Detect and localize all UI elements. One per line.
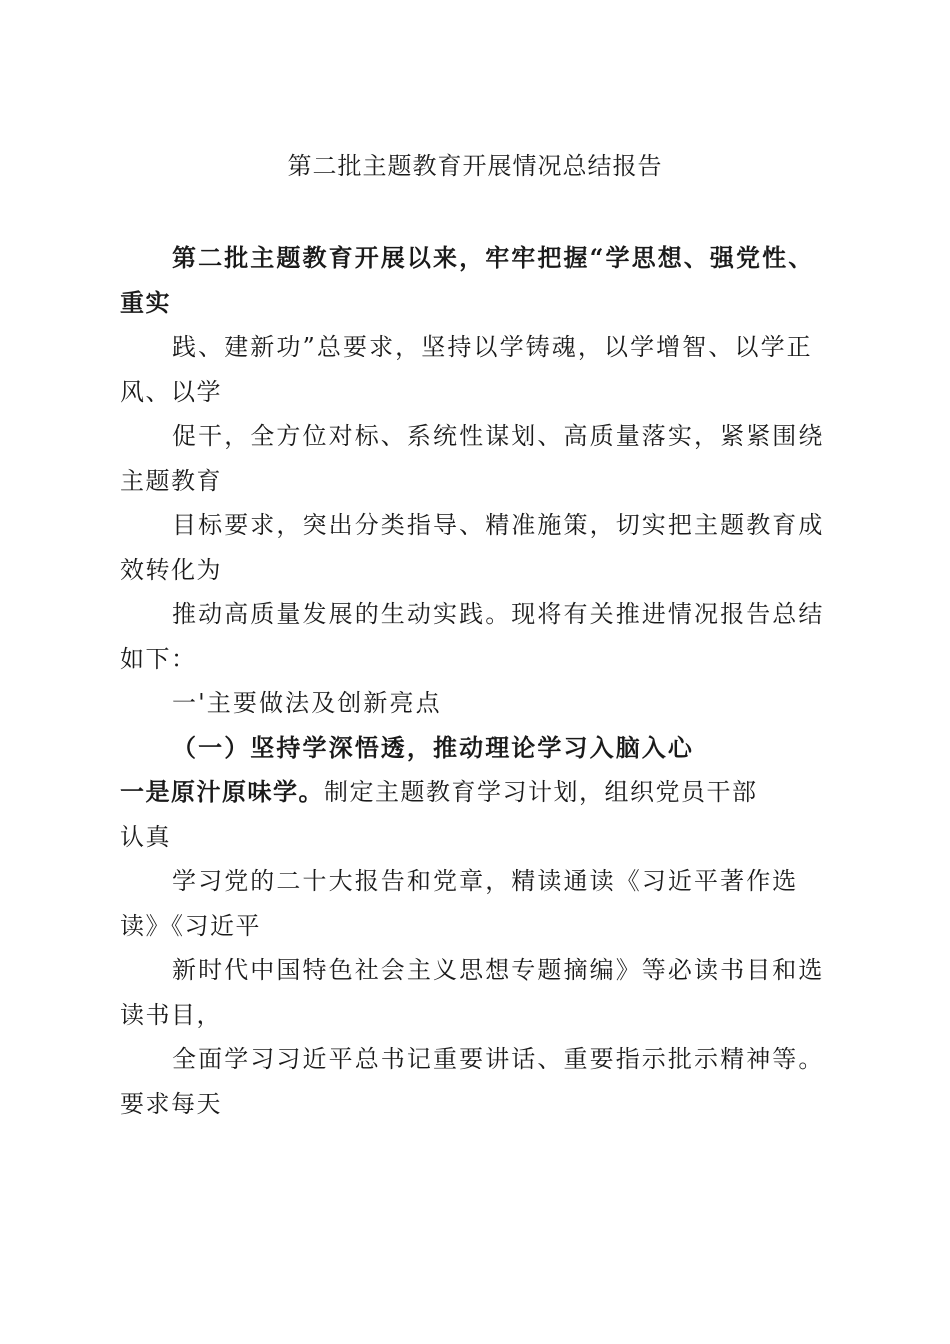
- body-line: 读书目，: [120, 1000, 222, 1029]
- section-heading: 一'主要做法及创新亮点: [172, 689, 442, 717]
- body-line: 如下：: [120, 644, 197, 673]
- body-line: 风、以学: [120, 377, 222, 406]
- body-line: 践、建新功”总要求，坚持以学铸魂，以学增智、以学正: [172, 333, 813, 361]
- document-body: [120, 236, 840, 1126]
- body-line: 学习党的二十大报告和党章，精读通读《习近平著作选: [172, 867, 799, 895]
- body-line: 主题教育: [120, 466, 222, 495]
- body-line: 要求每天: [120, 1089, 222, 1118]
- body-line: 重实: [120, 287, 171, 317]
- body-line: 效转化为: [120, 555, 222, 584]
- body-line: 认真: [120, 822, 171, 851]
- lead-phrase: 一是原汁原味学。: [120, 777, 324, 806]
- document-title: 第二批主题教育开展情况总结报告: [287, 152, 663, 180]
- body-line-rest: 制定主题教育学习计划，组织党员干部: [324, 778, 758, 806]
- body-line: 促干，全方位对标、系统性谋划、高质量落实，紧紧围绕: [172, 422, 825, 450]
- body-line: 全面学习习近平总书记重要讲话、重要指示批示精神等。: [172, 1045, 825, 1073]
- body-line: 目标要求，突出分类指导、精准施策，切实把主题教育成: [172, 511, 825, 539]
- body-line: 新时代中国特色社会主义思想专题摘编》等必读书目和选: [172, 956, 825, 984]
- body-line: 第二批主题教育开展以来，牢牢把握“学思想、强党性、: [172, 243, 815, 272]
- body-line: [120, 770, 840, 815]
- subsection-heading: （一）坚持学深悟透，推动理论学习入脑入心: [172, 732, 694, 762]
- body-line: 读》《习近平: [120, 911, 261, 940]
- body-line: 推动高质量发展的生动实践。现将有关推进情况报告总结: [172, 600, 825, 628]
